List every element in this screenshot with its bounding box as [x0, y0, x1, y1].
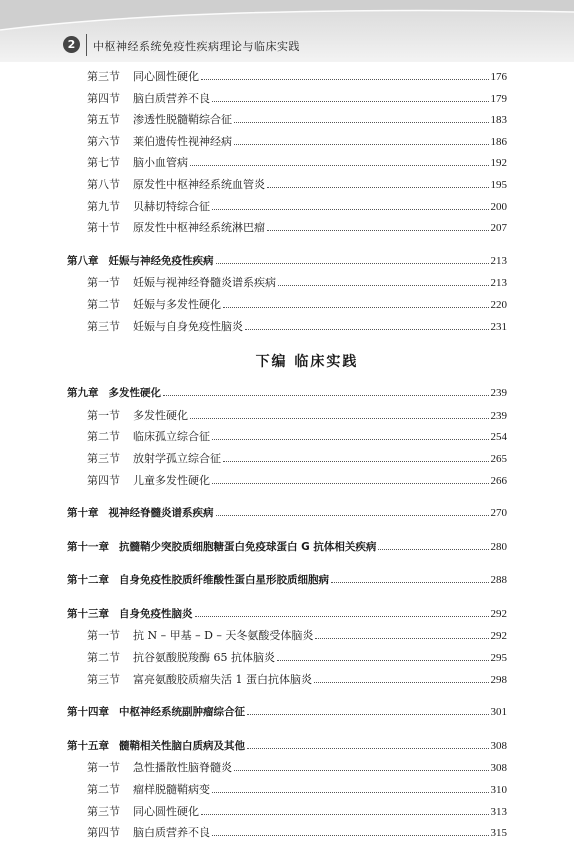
page-number-badge: 2 [63, 36, 80, 53]
toc-section-row[interactable]: 第二节 抗谷氨酸脱羧酶 65 抗体脑炎 295 [87, 651, 507, 665]
toc-chapter-row[interactable]: 第八章 妊娠与神经免疫性疾病 213 [67, 254, 507, 267]
toc-section-row[interactable]: 第五节 渗透性脱髓鞘综合征 183 [87, 113, 507, 127]
toc-chapter-row[interactable]: 第十五章 髓鞘相关性脑白质病及其他 308 [67, 739, 507, 752]
toc-section-row[interactable]: 第三节 富亮氨酸胶质瘤失活 1 蛋白抗体脑炎 298 [87, 672, 507, 686]
toc-section-row[interactable]: 第一节 急性播散性脑脊髓炎 308 [87, 761, 507, 775]
toc-chapter-row[interactable]: 第十四章 中枢神经系统副肿瘤综合征 301 [67, 706, 507, 719]
toc-chapter-row[interactable]: 第十二章 自身免疫性胶质纤维酸性蛋白星形胶质细胞病 288 [67, 574, 507, 587]
header-divider [86, 34, 87, 56]
toc-chapter-row[interactable]: 第九章 多发性硬化 239 [67, 387, 507, 400]
toc-section-row[interactable]: 第六节 莱伯遗传性视神经病 186 [87, 134, 507, 148]
toc-section-row[interactable]: 第三节 同心圆性硬化 313 [87, 804, 507, 818]
toc-section-row[interactable]: 第八节 原发性中枢神经系统血管炎 195 [87, 177, 507, 191]
toc-section-row[interactable]: 第四节 脑白质营养不良 315 [87, 826, 507, 840]
part-heading: 下编 临床实践 [255, 354, 359, 371]
toc-section-row[interactable]: 第十节 原发性中枢神经系统淋巴瘤 207 [87, 221, 507, 235]
toc-section-row[interactable]: 第三节 妊娠与自身免疫性脑炎 231 [87, 319, 507, 333]
toc-section-row[interactable]: 第三节 放射学孤立综合征 265 [87, 451, 507, 465]
toc-section-row[interactable]: 第四节 儿童多发性硬化 266 [87, 473, 507, 487]
toc-chapter-row[interactable]: 第十一章 抗髓鞘少突胶质细胞糖蛋白免疫球蛋白 G 抗体相关疾病 280 [67, 540, 507, 553]
toc-section-row[interactable]: 第二节 瘤样脱髓鞘病变 310 [87, 783, 507, 797]
toc-section-row[interactable]: 第二节 临床孤立综合征 254 [87, 430, 507, 444]
running-title: 中枢神经系统免疫性疾病理论与临床实践 [93, 40, 300, 53]
toc-section-row[interactable]: 第七节 脑小血管病 192 [87, 156, 507, 170]
toc-section-row[interactable]: 第九节 贝赫切特综合征 200 [87, 199, 507, 213]
table-of-contents [67, 68, 507, 846]
toc-section-row[interactable]: 第一节 抗 N – 甲基 – D – 天冬氨酸受体脑炎 292 [87, 629, 507, 643]
toc-section-row[interactable]: 第三节 同心圆性硬化 176 [87, 70, 507, 83]
toc-section-row[interactable]: 第二节 妊娠与多发性硬化 220 [87, 297, 507, 311]
toc-section-row[interactable]: 第四节 脑白质营养不良 179 [87, 91, 507, 105]
toc-section-row[interactable]: 第一节 多发性硬化 239 [87, 408, 507, 422]
toc-section-row[interactable]: 第一节 妊娠与视神经脊髓炎谱系疾病 213 [87, 276, 507, 290]
toc-chapter-row[interactable]: 第十三章 自身免疫性脑炎 292 [67, 607, 507, 620]
toc-chapter-row[interactable]: 第十章 视神经脊髓炎谱系疾病 270 [67, 507, 507, 520]
